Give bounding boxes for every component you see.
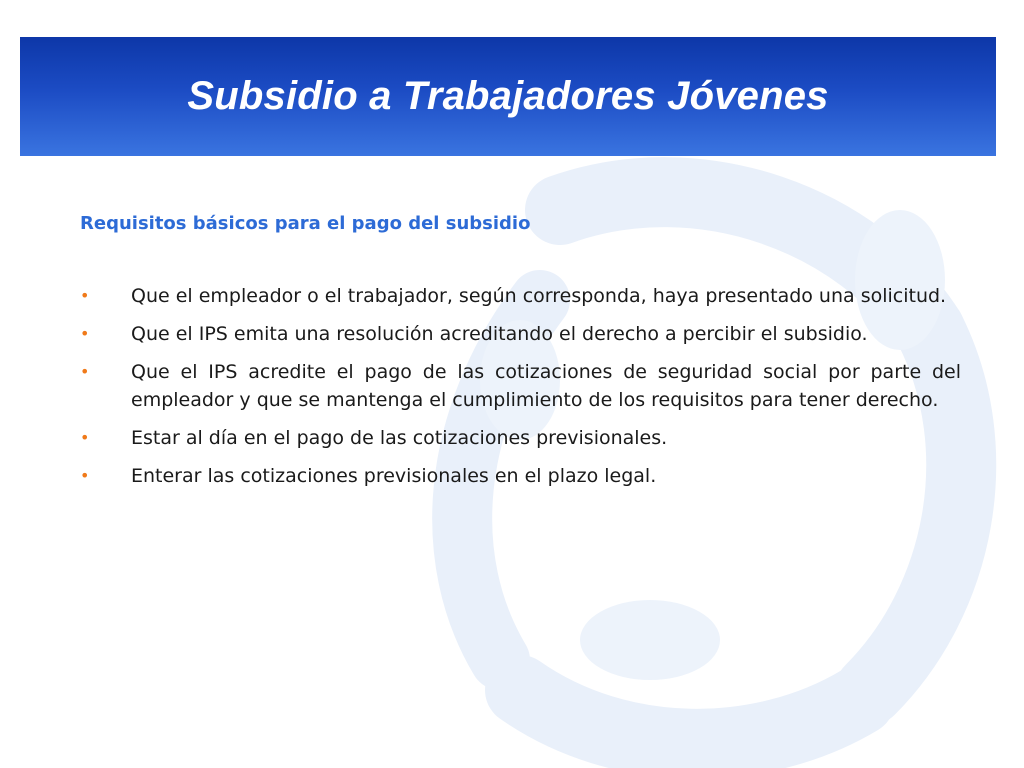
list-item: [80, 358, 961, 414]
title-bar: [20, 37, 996, 156]
list-item: [80, 462, 961, 490]
list-item-text: Estar al día en el pago de las cotizaciones previsionales.: [131, 427, 668, 449]
list-item-text: Que el IPS acredite el pago de las cotizaciones de seguridad social por parte del empleador y que se mantenga el cumplimiento de los requisitos para tener derecho.: [131, 361, 961, 411]
bullet-icon: •: [80, 428, 90, 447]
list-item-text: Que el empleador o el trabajador, según corresponda, haya presentado una solicitud.: [131, 285, 947, 307]
bullet-icon: •: [80, 362, 90, 381]
bullet-icon: •: [80, 286, 90, 305]
list-item: [80, 282, 961, 310]
section-subtitle: Requisitos básicos para el pago del subsidio: [80, 213, 531, 234]
list-item-text: Que el IPS emita una resolución acreditando el derecho a percibir el subsidio.: [131, 323, 868, 345]
slide-title: Subsidio a Trabajadores Jóvenes: [187, 74, 829, 118]
list-item: [80, 424, 961, 452]
list-item-text: Enterar las cotizaciones previsionales en el plazo legal.: [131, 465, 657, 487]
list-item: [80, 320, 961, 348]
bullet-icon: •: [80, 466, 90, 485]
bullet-icon: •: [80, 324, 90, 343]
requirements-list: [80, 282, 961, 500]
